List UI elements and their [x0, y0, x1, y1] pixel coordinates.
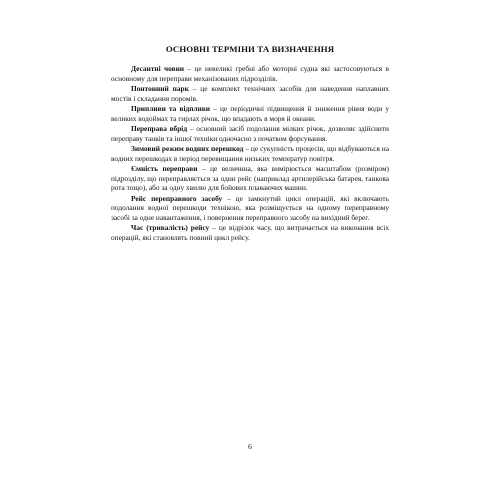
term-definition: – це невеликі гребні або моторні судна які застосовуються в основному для переправи механізованих підрозділів. — [111, 64, 389, 83]
term-definition: – це відрізок часу, що витрачається на виконання всіх операцій, які становлять повний цикл рейсу. — [111, 223, 389, 243]
term-definition: – це комплект технічних засобів для наведення наплавних мостів і складання поромів. — [111, 84, 389, 103]
term-name: Понтонний парк — [131, 84, 189, 93]
term-paragraph — [111, 84, 389, 103]
term-paragraph — [111, 64, 389, 83]
term-paragraph — [111, 124, 389, 143]
term-definition: – це сукупність процесів, що відбуваються на водних перешкодах в період перевищання низьких температур повітря. — [111, 144, 389, 163]
term-name: Рейс переправного засобу — [131, 193, 223, 203]
term-definition: – це величина, яка вимірюється масштабом (розміром) підрозділу, що переправляється за один рейс (наприклад артилерійська батарея, танкова рота тощо), або за одну хвилю для бойових плаваючих машин. — [111, 164, 389, 193]
term-name: Десантні човни — [131, 64, 185, 73]
term-name: Ємність переправи — [131, 164, 198, 173]
term-definition: – це замкнутий цикл операцій, які включають подолання водної перешкоди технікою, яка розміщується на одному переправному засобі за одне навантаження, і повернення переправного засобу на вихідний берег. — [111, 193, 389, 223]
page-title: ОСНОВНІ ТЕРМІНИ ТА ВИЗНАЧЕННЯ — [165, 44, 335, 54]
term-name: Зимовий режим водних перешкод — [131, 144, 244, 153]
term-name: Припливи та відпливи — [131, 104, 210, 113]
term-definition: – це періодичні підвищення й зниження рівня води у великих водоймах та гирлах річок, що впадають в моря й океани. — [111, 104, 389, 123]
term-paragraph — [111, 144, 389, 163]
term-name: Переправа вбрід — [131, 124, 188, 133]
page-number: 6 — [248, 442, 252, 451]
term-definition: – основний засіб подолання мілких річок, дозволяє здійснити переправу танків та іншої техніки одночасно з початком форсування. — [111, 124, 389, 143]
term-paragraph — [111, 164, 389, 193]
term-paragraph — [111, 223, 389, 242]
terms-list — [111, 64, 389, 243]
term-name: Час (тривалість) рейсу — [131, 223, 210, 233]
term-paragraph — [111, 104, 389, 123]
term-paragraph — [111, 194, 389, 223]
